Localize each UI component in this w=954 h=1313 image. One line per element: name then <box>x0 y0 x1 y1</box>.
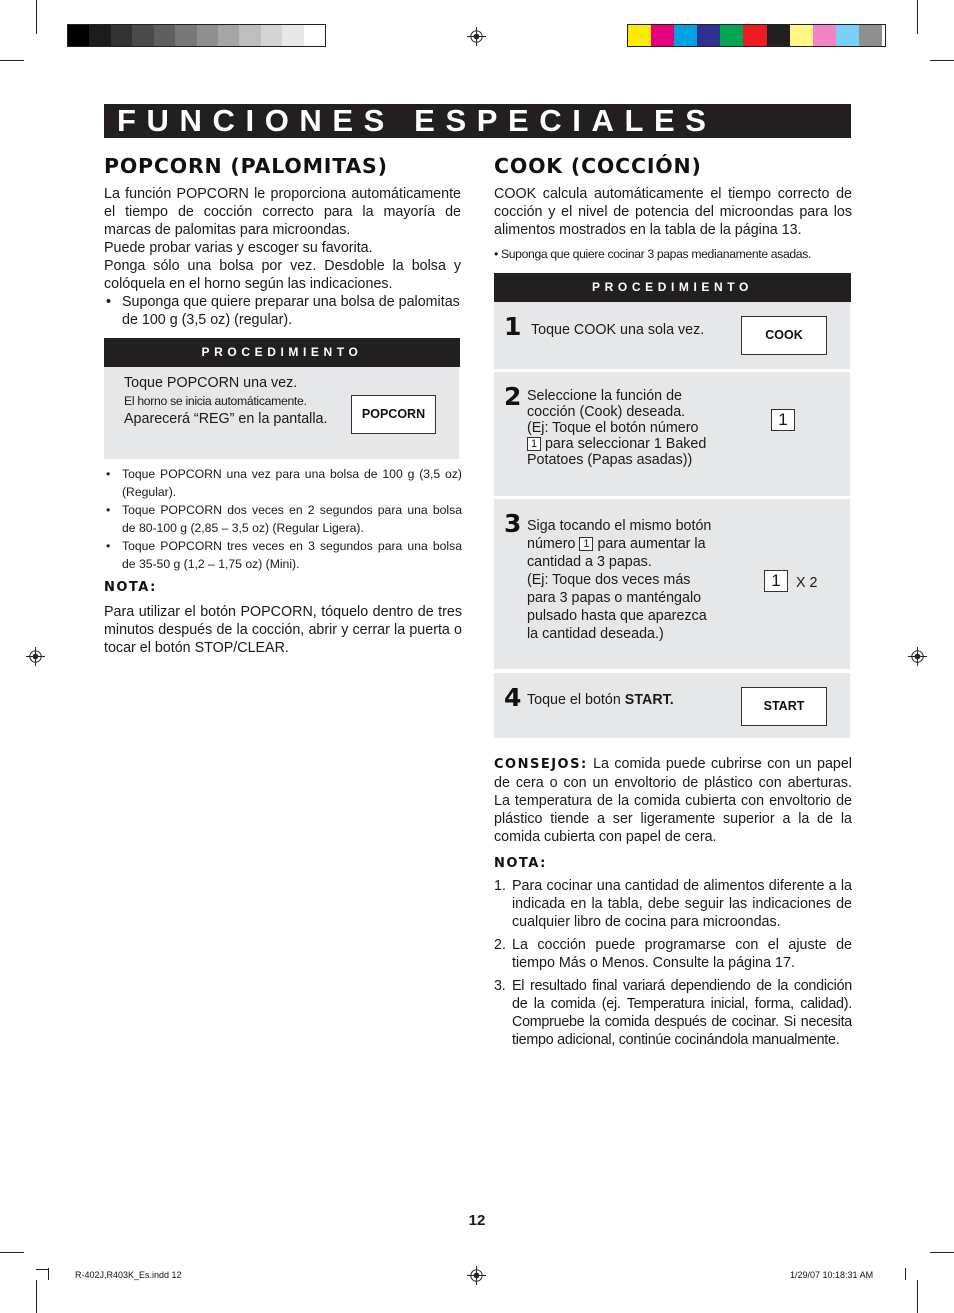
color-swatch <box>674 25 697 46</box>
gray-swatch <box>111 25 132 46</box>
popcorn-intro-p1: La función POPCORN le proporciona automáticamente el tiempo de cocción correcto para la mayoría de marcas de palomitas para microondas. <box>104 186 461 238</box>
cook-intro: COOK calcula automáticamente el tiempo correcto de cocción y el nivel de potencia del microondas para los alimentos mostrados en la tabla de la página 13. <box>494 186 852 238</box>
step-number: 2 <box>504 382 522 411</box>
color-swatch <box>651 25 674 46</box>
cook-step-2-text-c: para seleccionar 1 Baked Potatoes (Papas asadas)) <box>527 436 707 468</box>
popcorn-bullet-1 <box>104 465 462 501</box>
bullet-dot: • <box>106 467 111 481</box>
cook-nota-heading: NOTA: <box>494 856 547 871</box>
cook-procedure-header: PROCEDIMIENTO <box>494 273 851 302</box>
popcorn-step-line1: Toque POPCORN una vez. <box>124 375 298 391</box>
consejos-text: La comida puede cubrirse con un papel de cera o con un envoltorio de plástico con aberturas. La temperatura de la comida cubierta con envoltorio de plástico tiende a ser ligeramente superior a la de la comida cubierta con papel de cera. <box>494 756 852 845</box>
bullet-dot: • <box>106 503 111 517</box>
registration-target-icon <box>467 1266 486 1285</box>
cook-heading: COOK (COCCIÓN) <box>494 154 702 178</box>
bullet-dot: • <box>106 539 111 553</box>
popcorn-bullet-2 <box>104 501 462 537</box>
title-banner <box>104 104 851 138</box>
popcorn-intro-bullet-text: Suponga que quiere preparar una bolsa de palomitas de 100 g (3,5 oz) (regular). <box>122 294 460 328</box>
popcorn-bullet-3-text: Toque POPCORN tres veces en 3 segundos para una bolsa de 35-50 g (1,2 – 1,75 oz) (Mini). <box>122 539 462 571</box>
step-number: 3 <box>504 509 522 538</box>
gray-swatch <box>89 25 110 46</box>
cook-note-2 <box>494 936 852 972</box>
number-1-key: 1 <box>579 537 593 551</box>
cook-step-1 <box>494 302 850 369</box>
color-swatch <box>628 25 651 46</box>
popcorn-bullets <box>104 465 462 573</box>
cook-note-3-text: El resultado final variará dependiendo de la condición de la comida (ej. Temperatura inicial, forma, calidad). Compruebe la comida después de cocinar. Si necesita tiempo adicional, continúe cocinándola manualmente. <box>512 978 852 1048</box>
cook-step-4-text-bold: START. <box>624 692 674 708</box>
gray-swatch <box>68 25 89 46</box>
popcorn-intro-p2: Puede probar varias y escoger su favorita. <box>104 240 373 256</box>
gray-swatch <box>304 25 325 46</box>
bullet-dot: • <box>494 247 498 261</box>
color-swatch <box>836 25 859 46</box>
bullet-dot: • <box>106 294 112 310</box>
color-swatch <box>859 25 882 46</box>
cook-step-3-text-c: (Ej: Toque dos veces más para 3 papas o manténgalo pulsado hasta que aparezca la cantidad deseada.) <box>527 572 707 642</box>
cook-note-1 <box>494 877 852 931</box>
popcorn-nota-heading: NOTA: <box>104 580 157 595</box>
registration-target-icon <box>26 647 45 666</box>
gray-swatch <box>239 25 260 46</box>
cook-consejos <box>494 755 852 846</box>
number-1-button[interactable]: 1 <box>771 409 795 431</box>
gray-swatch <box>261 25 282 46</box>
cook-step-2-text <box>527 388 715 468</box>
cook-intro-bullet <box>494 245 859 263</box>
cook-step-3-text-a: Siga tocando el mismo botón número <box>527 518 712 552</box>
popcorn-step-text <box>124 374 344 428</box>
consejos-heading: CONSEJOS: <box>494 757 588 772</box>
cook-note-1-text: Para cocinar una cantidad de alimentos diferente a la indicada en la tabla, debe seguir las indicaciones de cualquier libro de cocina para microondas. <box>512 878 852 930</box>
multiplier-label: X 2 <box>796 575 818 591</box>
popcorn-heading: POPCORN (PALOMITAS) <box>104 154 388 178</box>
popcorn-intro-bullet <box>104 293 461 329</box>
cook-step-4 <box>494 673 850 738</box>
cook-step-3-text-b: para aumentar la cantidad a 3 papas. <box>527 536 706 570</box>
footer-file-name: R-402J,R403K_Es.indd 12 <box>75 1270 182 1280</box>
cook-button[interactable]: COOK <box>741 316 827 355</box>
start-button[interactable]: START <box>741 687 827 726</box>
popcorn-bullet-2-text: Toque POPCORN dos veces en 2 segundos para una bolsa de 80-100 g (2,85 – 3,5 oz) (Regular Ligera). <box>122 503 462 535</box>
number-1-button[interactable]: 1 <box>764 570 788 592</box>
cook-intro-bullet-text: Suponga que quiere cocinar 3 papas medianamente asadas. <box>500 247 812 261</box>
cook-step-2 <box>494 372 850 496</box>
registration-target-icon <box>467 27 486 46</box>
gray-swatch <box>154 25 175 46</box>
color-calibration-bar <box>627 24 886 47</box>
cook-note-3 <box>494 977 852 1049</box>
popcorn-intro <box>104 185 461 329</box>
number-1-key: 1 <box>527 437 541 451</box>
note-number: 3. <box>494 978 506 994</box>
gray-swatch <box>282 25 303 46</box>
cook-notes-list <box>494 877 852 1049</box>
step-number: 4 <box>504 683 522 712</box>
popcorn-step-line3: Aparecerá “REG” en la pantalla. <box>124 411 328 427</box>
popcorn-button[interactable]: POPCORN <box>351 395 436 434</box>
note-number: 1. <box>494 878 506 894</box>
color-swatch <box>697 25 720 46</box>
popcorn-bullet-1-text: Toque POPCORN una vez para una bolsa de 100 g (3,5 oz) (Regular). <box>122 467 462 499</box>
cook-step-2-text-a: Seleccione la función de cocción (Cook) deseada. <box>527 388 686 420</box>
gray-swatch <box>132 25 153 46</box>
gray-swatch <box>175 25 196 46</box>
cook-step-3-text <box>527 517 721 643</box>
cook-step-4-text-a: Toque el botón <box>527 692 621 708</box>
color-swatch <box>743 25 766 46</box>
cook-step-4-text <box>527 691 674 709</box>
popcorn-bullet-3 <box>104 537 462 573</box>
gray-calibration-bar <box>67 24 326 47</box>
color-swatch <box>813 25 836 46</box>
step-number: 1 <box>504 312 522 341</box>
note-number: 2. <box>494 937 506 953</box>
color-swatch <box>767 25 790 46</box>
footer-date: 1/29/07 10:18:31 AM <box>790 1270 874 1280</box>
cook-step-3 <box>494 499 850 669</box>
popcorn-procedure-header: PROCEDIMIENTO <box>104 338 460 367</box>
popcorn-procedure-panel <box>104 367 459 459</box>
color-swatch <box>720 25 743 46</box>
cook-note-2-text: La cocción puede programarse con el ajuste de tiempo Más o Menos. Consulte la página 17. <box>512 937 852 971</box>
gray-swatch <box>218 25 239 46</box>
cook-step-2-text-b: (Ej: Toque el botón número <box>527 420 699 436</box>
popcorn-step-line2: El horno se inicia automáticamente. <box>124 394 307 408</box>
registration-target-icon <box>908 647 927 666</box>
cook-step-1-text: Toque COOK una sola vez. <box>531 322 705 338</box>
color-swatch <box>790 25 813 46</box>
popcorn-nota-text: Para utilizar el botón POPCORN, tóquelo dentro de tres minutos después de la cocción, abrir y cerrar la puerta o tocar el botón STOP/CLEAR. <box>104 604 462 656</box>
page-title: FUNCIONES ESPECIALES <box>117 103 717 138</box>
popcorn-intro-p3: Ponga sólo una bolsa por vez. Desdoble la bolsa y colóquela en el horno según las indicaciones. <box>104 258 461 292</box>
page-number: 12 <box>468 1212 486 1229</box>
gray-swatch <box>197 25 218 46</box>
